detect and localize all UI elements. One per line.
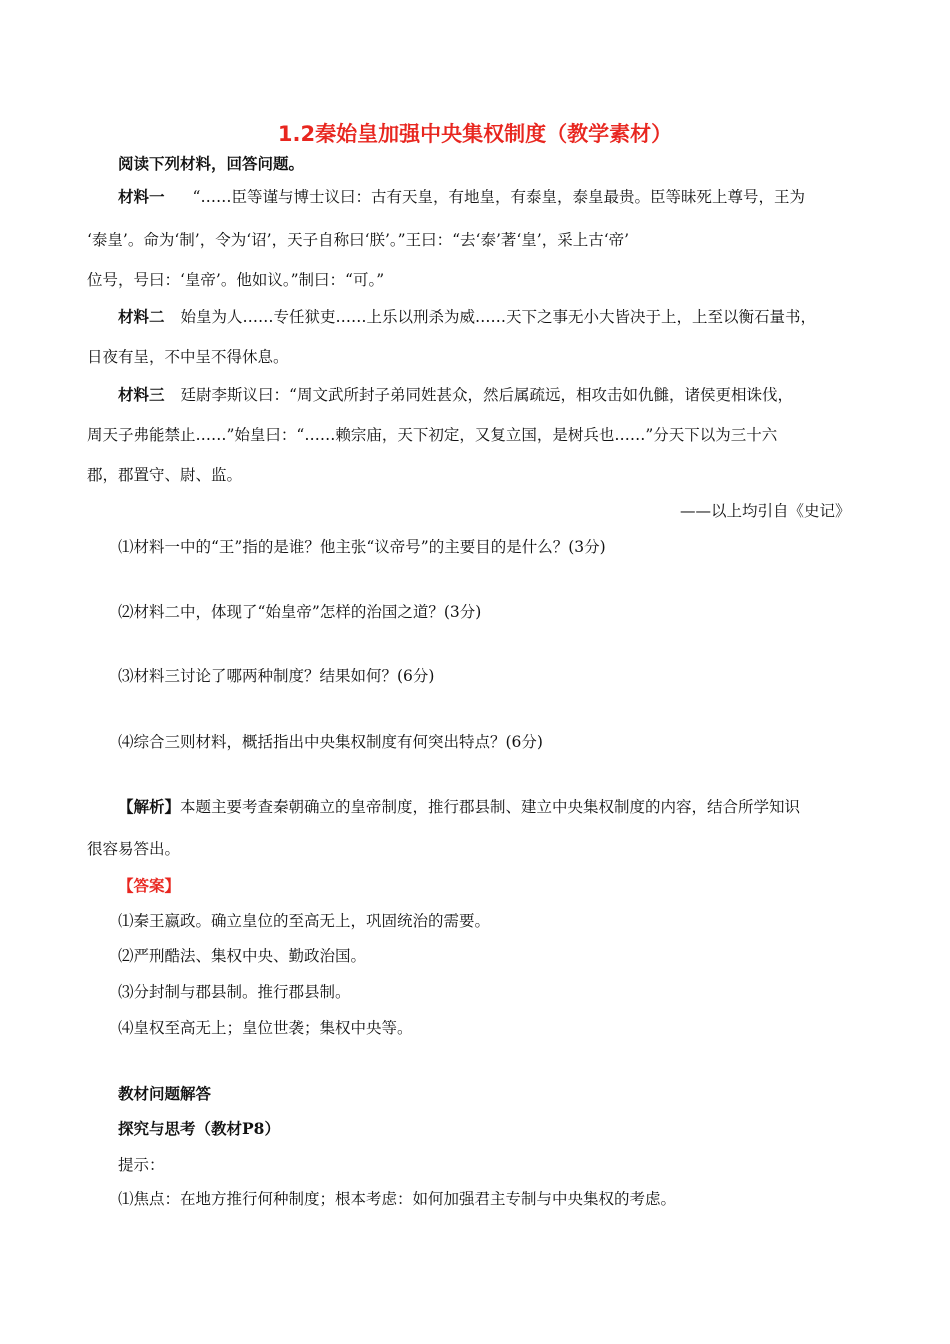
material2-label: 材料二 bbox=[118, 307, 165, 326]
material2-line1 bbox=[118, 306, 816, 328]
material1-line2: ‘泰皇’。命为‘制’，令为‘诏’，天子自称曰‘朕’。”王曰：“去‘泰’著‘皇’，采上古‘帝’ bbox=[87, 231, 630, 249]
question-1: ⑴材料一中的“王”指的是谁？他主张“议帝号”的主要目的是什么？(3分) bbox=[118, 538, 606, 556]
hint-label: 提示： bbox=[118, 1156, 165, 1174]
analysis-text1: 本题主要考查秦朝确立的皇帝制度，推行郡县制、建立中央集权制度的内容，结合所学知识 bbox=[180, 798, 801, 816]
material2-text1: 始皇为人……专任狱吏……上乐以刑杀为威……天下之事无小大皆决于上，上至以衡石量书， bbox=[180, 308, 817, 326]
answer-2: ⑵严刑酷法、集权中央、勤政治国。 bbox=[118, 947, 367, 965]
material1-text1: “……臣等谨与博士议曰：古有天皇，有地皇，有泰皇，泰皇最贵。臣等昧死上尊号，王为 bbox=[192, 188, 805, 206]
material3-label: 材料三 bbox=[118, 385, 165, 404]
question-4: ⑷综合三则材料，概括指出中央集权制度有何突出特点？(6分) bbox=[118, 733, 543, 751]
answer-1: ⑴秦王嬴政。确立皇位的至高无上，巩固统治的需要。 bbox=[118, 912, 491, 930]
answer-4: ⑷皇权至高无上；皇位世袭；集权中央等。 bbox=[118, 1019, 413, 1037]
answer-3: ⑶分封制与郡县制。推行郡县制。 bbox=[118, 983, 351, 1001]
explore-heading: 探究与思考（教材P8） bbox=[118, 1119, 280, 1138]
document-title: 1.2秦始皇加强中央集权制度（教学素材） bbox=[277, 122, 673, 146]
material1-label: 材料一 bbox=[118, 187, 165, 206]
material1-line1 bbox=[118, 186, 805, 208]
material1-line3: 位号，号曰：‘皇帝’。他如议。”制曰：“可。” bbox=[87, 271, 385, 289]
source-citation: ——以上均引自《史记》 bbox=[680, 502, 851, 520]
material2-line2: 日夜有呈，不中呈不得休息。 bbox=[87, 348, 289, 366]
material3-line2: 周天子弗能禁止……”始皇曰：“……赖宗庙，天下初定，又复立国，是树兵也……”分天下以为三十六 bbox=[87, 426, 778, 444]
material3-text1: 廷尉李斯议曰：“周文武所封子弟同姓甚众，然后属疏远，相攻击如仇雠，诸侯更相诛伐， bbox=[180, 386, 793, 404]
question-2: ⑵材料二中，体现了“始皇帝”怎样的治国之道？(3分) bbox=[118, 603, 482, 621]
section-heading: 教材问题解答 bbox=[118, 1084, 212, 1103]
analysis-line1 bbox=[118, 796, 800, 818]
hint-item-1: ⑴焦点：在地方推行何种制度；根本考虑：如何加强君主专制与中央集权的考虑。 bbox=[118, 1190, 677, 1208]
answer-label: 【答案】 bbox=[118, 876, 181, 895]
question-3: ⑶材料三讨论了哪两种制度？结果如何？(6分) bbox=[118, 667, 435, 685]
material3-line3: 郡，郡置守、尉、监。 bbox=[87, 466, 243, 484]
material3-line1 bbox=[118, 384, 793, 406]
analysis-line2: 很容易答出。 bbox=[87, 840, 181, 858]
instruction-text: 阅读下列材料，回答问题。 bbox=[118, 154, 305, 173]
analysis-label: 【解析】 bbox=[118, 797, 181, 816]
